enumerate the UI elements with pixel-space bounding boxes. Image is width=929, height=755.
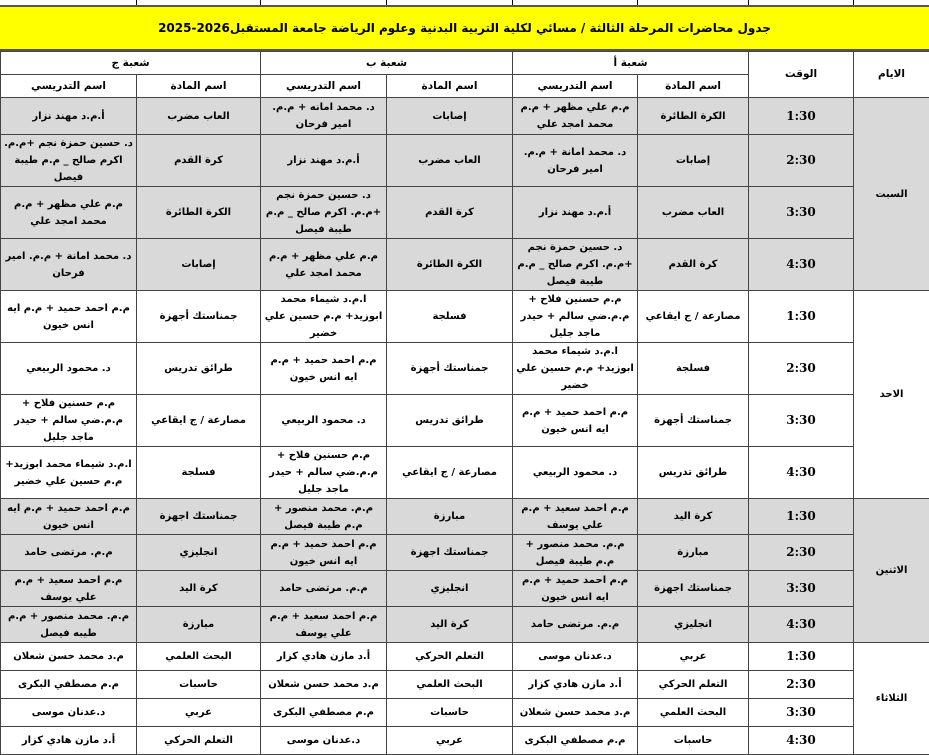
subject-cell: كرة اليد [137, 571, 261, 607]
teacher-cell: أ.د مازن هادي كزار [513, 671, 638, 699]
teacher-cell: د.عدنان موسى [1, 699, 137, 727]
teacher-cell: د. حسين حمزة نجم +م.م. اكرم صالح _ م.م طيبة فيصل [261, 187, 387, 239]
schedule-body [1, 98, 929, 755]
teacher-cell: م.م. مرتضى حامد [261, 571, 387, 607]
time-cell: 4:30 [749, 607, 854, 643]
subject-cell: البحث العلمي [137, 643, 261, 671]
subject-cell: عربي [137, 699, 261, 727]
header-subject: اسم المادة [638, 75, 749, 98]
subject-cell: جمناستك اجهزة [137, 499, 261, 535]
subject-cell: العاب مضرب [638, 187, 749, 239]
subject-cell: فسلجة [137, 447, 261, 499]
subject-cell: طرائق تدريس [137, 343, 261, 395]
teacher-cell: م.م احمد حميد + م.م ايه انس خيون [1, 291, 137, 343]
teacher-cell: م.م مصطفي البكرى [261, 699, 387, 727]
teacher-cell: م.م حسنين فلاح + م.م.ضي سالم + حيدر ماجد جليل [1, 395, 137, 447]
subject-cell: حاسبات [387, 699, 513, 727]
time-cell: 4:30 [749, 447, 854, 499]
teacher-cell: م.م. مرتضى حامد [1, 535, 137, 571]
teacher-cell: أ.د مازن هادي كزار [261, 643, 387, 671]
teacher-cell: م.م. مرتضى حامد [513, 607, 638, 643]
teacher-cell: م.م احمد سعيد + م.م علي يوسف [513, 499, 638, 535]
teacher-cell: م.م احمد سعيد + م.م علي يوسف [261, 607, 387, 643]
subject-cell: جمناستك اجهزة [387, 535, 513, 571]
subject-cell: عربي [387, 727, 513, 755]
teacher-cell: أ.د مازن هادي كزار [1, 727, 137, 755]
time-cell: 1:30 [749, 291, 854, 343]
table-row [1, 499, 929, 535]
subject-cell: العاب مضرب [387, 135, 513, 187]
table-row [1, 535, 929, 571]
table-row [1, 571, 929, 607]
teacher-cell: م.م احمد حميد + م.م ايه انس خيون [261, 535, 387, 571]
subject-cell: البحث العلمي [387, 671, 513, 699]
teacher-cell: ا.م.د شيماء محمد ابوزيد+ م.م حسين علي خضير [261, 291, 387, 343]
header-teacher: اسم التدريسي [261, 75, 387, 98]
teacher-cell: د.عدنان موسى [513, 643, 638, 671]
table-row [1, 447, 929, 499]
teacher-cell: د. محمود الربيعي [513, 447, 638, 499]
teacher-cell: د. حسين حمزة نجم +م.م. اكرم صالح _ م.م طيبة فيصل [1, 135, 137, 187]
subject-cell: إصابات [638, 135, 749, 187]
header-subject: اسم المادة [387, 75, 513, 98]
table-row [1, 643, 929, 671]
time-cell: 4:30 [749, 727, 854, 755]
time-cell: 3:30 [749, 571, 854, 607]
time-cell: 1:30 [749, 643, 854, 671]
teacher-cell: د.عدنان موسى [261, 727, 387, 755]
subject-cell: حاسبات [638, 727, 749, 755]
schedule-table [0, 51, 929, 755]
day-cell: الثلاثاء [854, 643, 929, 755]
subject-cell: مبارزة [137, 607, 261, 643]
subject-cell: انجليزي [387, 571, 513, 607]
subject-cell: عربي [638, 643, 749, 671]
subject-cell: إصابات [387, 98, 513, 135]
subject-cell: البحث العلمي [638, 699, 749, 727]
teacher-cell: م.م علي مظهر + م.م محمد امجد علي [513, 98, 638, 135]
subject-cell: انجليزي [137, 535, 261, 571]
subject-cell: العاب مضرب [137, 98, 261, 135]
teacher-cell: د. حسين حمزة نجم +م.م. اكرم صالح _ م.م طيبة فيصل [513, 239, 638, 291]
teacher-cell: م.د محمد حسن شعلان [513, 699, 638, 727]
teacher-cell: أ.م.د مهند نزار [1, 98, 137, 135]
teacher-cell: م.م احمد حميد + م.م ايه انس خيون [261, 343, 387, 395]
day-cell: السبت [854, 98, 929, 291]
subject-cell: انجليزي [638, 607, 749, 643]
time-cell: 3:30 [749, 395, 854, 447]
table-row [1, 671, 929, 699]
subject-cell: مبارزة [387, 499, 513, 535]
table-row [1, 98, 929, 135]
teacher-cell: م.م. محمد منصور + م.م طيبة فيصل [261, 499, 387, 535]
table-row [1, 343, 929, 395]
table-row [1, 607, 929, 643]
subject-cell: طرائق تدريس [638, 447, 749, 499]
time-cell: 1:30 [749, 98, 854, 135]
teacher-cell: ا.م.د شيماء محمد ابوزيد+ م.م حسين علي خضير [1, 447, 137, 499]
header-subject: اسم المادة [137, 75, 261, 98]
table-row [1, 239, 929, 291]
subject-cell: كرة القدم [137, 135, 261, 187]
subject-cell: مصارعة / ج ايقاعي [638, 291, 749, 343]
time-cell: 3:30 [749, 187, 854, 239]
time-cell: 2:30 [749, 671, 854, 699]
subject-cell: جمناستك أجهزة [137, 291, 261, 343]
schedule-title: جدول محاضرات المرحلة الثالثة / مسائي لكلية التربية البدنية وعلوم الرياضة جامعة المستقبل2026-2025 [0, 5, 929, 51]
subject-cell: كرة القدم [638, 239, 749, 291]
time-cell: 4:30 [749, 239, 854, 291]
subject-cell: حاسبات [137, 671, 261, 699]
day-cell: الاحد [854, 291, 929, 499]
subject-cell: جمناستك أجهزة [387, 343, 513, 395]
teacher-cell: م.م احمد حميد + م.م ايه انس خيون [513, 571, 638, 607]
teacher-cell: م.م علي مظهر + م.م محمد امجد علي [261, 239, 387, 291]
teacher-cell: د. محمود الربيعي [261, 395, 387, 447]
teacher-cell: م.م حسنين فلاح + م.م.ضي سالم + حيدر ماجد جليل [261, 447, 387, 499]
header-days: الايام [854, 52, 929, 98]
day-cell: الاثنين [854, 499, 929, 643]
subject-cell: جمناستك اجهزة [638, 571, 749, 607]
teacher-cell: أ.م.د مهند نزار [261, 135, 387, 187]
teacher-cell: أ.م.د مهند نزار [513, 187, 638, 239]
subject-cell: كرة اليد [387, 607, 513, 643]
teacher-cell: م.د محمد حسن شعلان [261, 671, 387, 699]
subject-cell: مبارزة [638, 535, 749, 571]
teacher-cell: د. محمد امانه + م.م. امير فرحان [261, 98, 387, 135]
time-cell: 3:30 [749, 699, 854, 727]
table-row [1, 395, 929, 447]
table-row [1, 187, 929, 239]
teacher-cell: د. محمد امانة + م.م. امير فرحان [1, 239, 137, 291]
subject-cell: كرة اليد [638, 499, 749, 535]
teacher-cell: م.د محمد حسن شعلان [1, 643, 137, 671]
time-cell: 2:30 [749, 535, 854, 571]
subject-cell: مصارعة / ج ايقاعي [137, 395, 261, 447]
header-teacher: اسم التدريسي [513, 75, 638, 98]
subject-cell: فسلجة [638, 343, 749, 395]
teacher-cell: م.م. محمد منصور + م.م طيبه فيصل [1, 607, 137, 643]
time-cell: 1:30 [749, 499, 854, 535]
header-time: الوقت [749, 52, 854, 98]
subject-cell: التعلم الحركي [638, 671, 749, 699]
subject-cell: كرة القدم [387, 187, 513, 239]
time-cell: 2:30 [749, 343, 854, 395]
subject-cell: التعلم الحركي [387, 643, 513, 671]
header-teacher: اسم التدريسي [1, 75, 137, 98]
subject-cell: الكرة الطائرة [137, 187, 261, 239]
table-row [1, 699, 929, 727]
teacher-cell: م.م احمد حميد + م.م ايه انس خيون [1, 499, 137, 535]
teacher-cell: د. محمود الربيعي [1, 343, 137, 395]
subject-cell: إصابات [137, 239, 261, 291]
teacher-cell: م.م حسنين فلاح + م.م.ضي سالم + حيدر ماجد جليل [513, 291, 638, 343]
table-row [1, 135, 929, 187]
subject-cell: جمناستك أجهزة [638, 395, 749, 447]
teacher-cell: م.م علي مظهر + م.م محمد امجد علي [1, 187, 137, 239]
subject-cell: طرائق تدريس [387, 395, 513, 447]
teacher-cell: د. محمد امانة + م.م. امير فرحان [513, 135, 638, 187]
teacher-cell: م.م مصطفي البكرى [513, 727, 638, 755]
teacher-cell: م.م مصطفي البكرى [1, 671, 137, 699]
header-section-b: شعبة ب [261, 52, 513, 75]
subject-cell: الكرة الطائرة [638, 98, 749, 135]
teacher-cell: م.م. محمد منصور + م.م طيبة فيصل [513, 535, 638, 571]
time-cell: 2:30 [749, 135, 854, 187]
subject-cell: مصارعة / ج ايقاعي [387, 447, 513, 499]
subject-cell: فسلجة [387, 291, 513, 343]
header-section-c: شعبة ج [1, 52, 261, 75]
header-section-a: شعبة أ [513, 52, 749, 75]
table-row [1, 727, 929, 755]
teacher-cell: م.م احمد سعيد + م.م علي يوسف [1, 571, 137, 607]
subject-cell: التعلم الحركي [137, 727, 261, 755]
subject-cell: الكرة الطائرة [387, 239, 513, 291]
teacher-cell: م.م احمد حميد + م.م ايه انس خيون [513, 395, 638, 447]
teacher-cell: ا.م.د شيماء محمد ابوزيد+ م.م حسين علي خضير [513, 343, 638, 395]
table-row [1, 291, 929, 343]
